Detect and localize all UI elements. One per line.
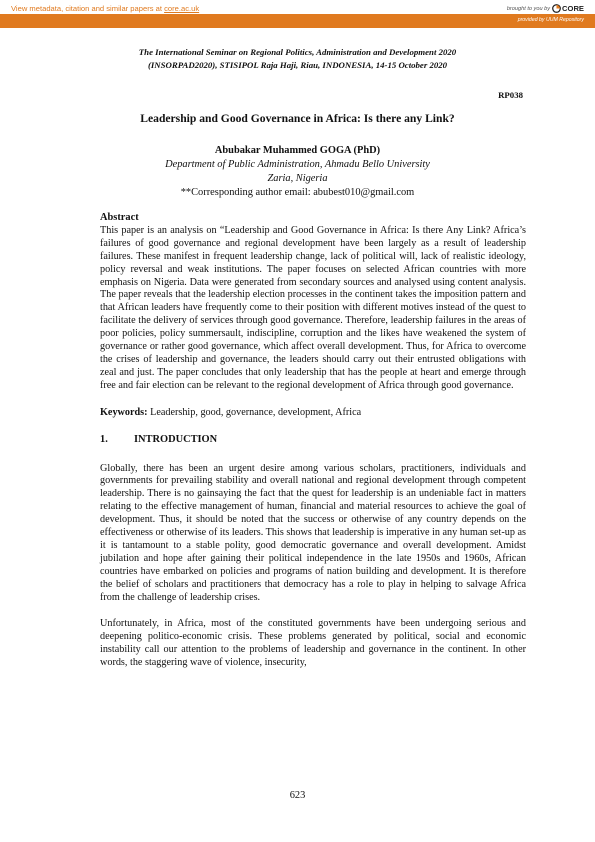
core-logo-icon: [552, 4, 561, 13]
author-block: [60, 144, 535, 200]
introduction-paragraph-2: Unfortunately, in Africa, most of the constituted governments have been undergoing serious and deepening politico-economic crisis. These problems generated by political, social and economic instability call our attention to the problems of leadership and governance in the continent. In other words, the staggering wave of violence, insecurity,: [100, 618, 526, 669]
metadata-prefix: View metadata, citation and similar papers at: [11, 4, 165, 13]
corresponding-email: **Corresponding author email: abubest010@gmail.com: [180, 187, 415, 198]
affiliation-line-2: Zaria, Nigeria: [267, 173, 328, 184]
paper-body: [100, 212, 526, 670]
core-link[interactable]: core.ac.uk: [164, 4, 200, 13]
author-name: Abubakar Muhammed GOGA (PhD): [214, 145, 381, 156]
paper-title: Leadership and Good Governance in Africa: Is there any Link?: [140, 112, 455, 125]
core-logo-text: CORE: [562, 4, 584, 13]
seminar-line-2: (INSORPAD2020), STISIPOL Raja Haji, Riau, INDONESIA, 14-15 October 2020: [147, 60, 448, 70]
affiliation-line-1: Department of Public Administration, Ahmadu Bello University: [165, 159, 430, 170]
metadata-notice: [11, 4, 199, 13]
seminar-header: [60, 46, 535, 72]
keywords-label: Keywords:: [100, 406, 148, 418]
brought-by-label: brought to you by: [506, 5, 551, 12]
seminar-line-1: The International Seminar on Regional Politics, Administration and Development 2020: [138, 47, 457, 57]
section-number: 1.: [100, 433, 108, 445]
provided-by-label: provided by UUM Repository: [517, 17, 584, 23]
keywords: [100, 407, 526, 420]
paper-code: RP038: [498, 90, 523, 100]
section-title: INTRODUCTION: [134, 433, 218, 445]
abstract-heading: Abstract: [100, 212, 139, 223]
abstract-text: This paper is an analysis on “Leadership and Good Governance in Africa: Is there Any Link? Africa’s failures of good governance and regional development have been largely as a result of leadership failures. These manifest in frequent leadership change, lack of political will, lack of realistic ideology, policy reversal and weak institutions. The paper focuses on selected African countries with more emphasis on Nigeria. Data were generated from secondary sources and analysed using content analysis. The paper reveals that the leadership election processes in the continent takes the imposition pattern and that African leaders have frequently come to their position with different motives instead of the quest to facilitate the delivery of services through good governance. Therefore, leadership failures in the areas of poor policies, policy summersault, indiscipline, corruption and the likes have weakened the system of governance or rather good governance, which affect overall development. Thus, for Africa to overcome the crises of leadership and governance, the leaders should carry out their entrusted obligations with zeal and just. The paper concludes that only leadership that has the people at heart and emerge through free and fair election can be relevant to the regional development of Africa through good governance.: [100, 224, 526, 391]
provided-by-strip: [0, 14, 595, 28]
page-number: 623: [289, 790, 306, 801]
brought-by[interactable]: [507, 4, 584, 13]
keywords-text: Leadership, good, governance, development, Africa: [147, 406, 362, 418]
core-logo[interactable]: [552, 4, 584, 13]
introduction-paragraph-1: Globally, there has been an urgent desire among various scholars, practitioners, individuals and governments for prevailing stability and overall national and regional development through competent leadership. There is no gainsaying the fact that the quest for leadership is an undeniable fact in matters relating to the effective management of human, financial and material resources to achieve the goal of development. Thus, it should be noted that the success or otherwise of any country depends on the effectiveness or otherwise of its leaders. This shows that leadership is imperative in any human set-up as it is tantamount to a stable polity, good democratic governance and overall development. Amidst jubilation and hope after gaining their political independence in the late 1950s and 1960s, African countries have embarked on policies and programs of nation building and development. It is therefore the belief of scholars and practitioners that democracy has a role to play in helping to salvage Africa from the challenge of leadership crises.: [100, 462, 526, 603]
section-heading-introduction: [100, 434, 526, 447]
